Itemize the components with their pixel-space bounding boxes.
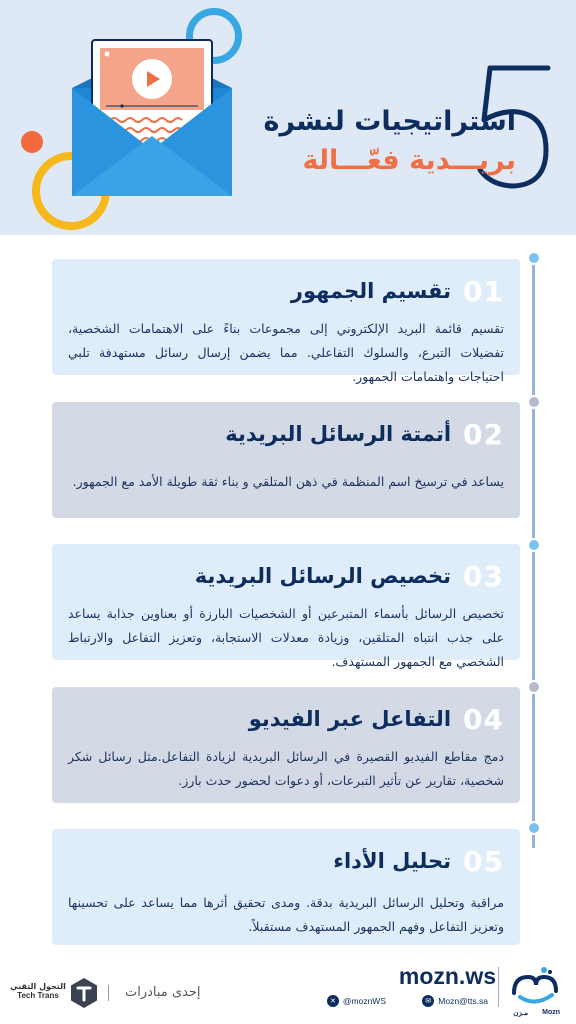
mozn-label-en: Mozn	[542, 1009, 560, 1016]
footer	[0, 955, 576, 1024]
tech-trans-english: Tech Trans	[17, 991, 59, 1000]
card-description: مراقبة وتحليل الرسائل البريدية بدقة. ومدى تحقيق أثرها مما يساعد على تحسينها وتعزيز التفاعل وفهم الجمهور المستهدف مستقبلاً.	[68, 895, 504, 934]
card-header	[68, 269, 504, 313]
twitter-handle: @moznWS	[342, 996, 386, 1006]
x-twitter-icon: ✕	[327, 995, 339, 1007]
timeline-line	[532, 258, 535, 848]
card-header	[68, 412, 504, 456]
strategy-card-2	[52, 402, 520, 518]
tech-trans-wordmark	[10, 982, 66, 1000]
mozn-logo-label	[513, 1009, 560, 1017]
card-description: تخصيص الرسائل بأسماء المتبرعين أو الشخصيات البارزة أو بعناوين جذابة يساعد على جذب انتباه المتلقين، وزيادة معدلات الاستجابة، وتعزيز التفاعل والارتباط الشخصي مع الجمهور المستهدف.	[68, 606, 504, 669]
card-header	[68, 697, 504, 741]
twitter-contact[interactable]	[327, 995, 386, 1007]
card-title: تحليل الأداء	[333, 849, 452, 873]
card-number: 02	[463, 417, 504, 451]
card-number: 05	[463, 844, 504, 878]
card-title: أتمتة الرسائل البريدية	[225, 422, 452, 446]
tech-trans-arabic: التحول التقني	[10, 982, 66, 991]
title-line-2: بريـــدية فعّـــالة	[302, 145, 516, 176]
strategy-card-5	[52, 829, 520, 945]
email-contact[interactable]	[422, 995, 488, 1007]
title-line-1: استراتيجيات لنشرة	[263, 106, 516, 137]
strategy-card-3	[52, 544, 520, 669]
card-description: دمج مقاطع الفيديو القصيرة في الرسائل البريدية لزيادة التفاعل.مثل رسائل شكر شخصية، تقارير عن تأثير التبرعات، أو دعوات لحضور حدث بارز.	[68, 749, 504, 788]
card-number: 01	[463, 274, 504, 308]
card-number: 04	[463, 702, 504, 736]
orange-dot-decoration	[21, 131, 43, 153]
timeline-dot-2	[527, 395, 541, 409]
card-header	[68, 554, 504, 598]
strategy-card-1	[52, 259, 520, 384]
timeline-dot-4	[527, 680, 541, 694]
timeline-dot-5	[527, 821, 541, 835]
tech-trans-logo-icon	[68, 977, 100, 1009]
card-number: 03	[463, 559, 504, 593]
mozn-label-ar: مـزن	[513, 1010, 529, 1017]
footer-separator	[108, 985, 109, 1001]
card-description: يساعد في ترسيخ اسم المنظمة في ذهن المتلقي و بناء ثقة طويلة الأمد مع الجمهور.	[72, 474, 504, 489]
page-title	[196, 105, 516, 181]
card-title: التفاعل عبر الفيديو	[248, 707, 452, 731]
card-title: تخصيص الرسائل البريدية	[194, 564, 452, 588]
header-banner	[0, 0, 576, 235]
brand-divider	[498, 967, 499, 1007]
card-description: تقسيم قائمة البريد الإلكتروني إلى مجموعات بناءً على الاهتمامات الشخصية، تفضيلات التبرع، والسلوك التفاعلي. مما يضمن إرسال رسائل مستهدفة تلبي احتياجات واهتمامات الجمهور.	[68, 321, 504, 384]
mozn-website-link[interactable]: mozn.ws	[398, 963, 496, 989]
timeline-dot-3	[527, 538, 541, 552]
timeline-dot-1	[527, 251, 541, 265]
card-header	[68, 839, 504, 883]
card-title: تقسيم الجمهور	[290, 279, 452, 303]
email-address: Mozn@tts.sa	[438, 996, 488, 1006]
mail-icon: ✉	[422, 995, 434, 1007]
strategy-card-4	[52, 687, 520, 803]
initiative-text: إحدى مبادرات	[125, 985, 201, 1000]
